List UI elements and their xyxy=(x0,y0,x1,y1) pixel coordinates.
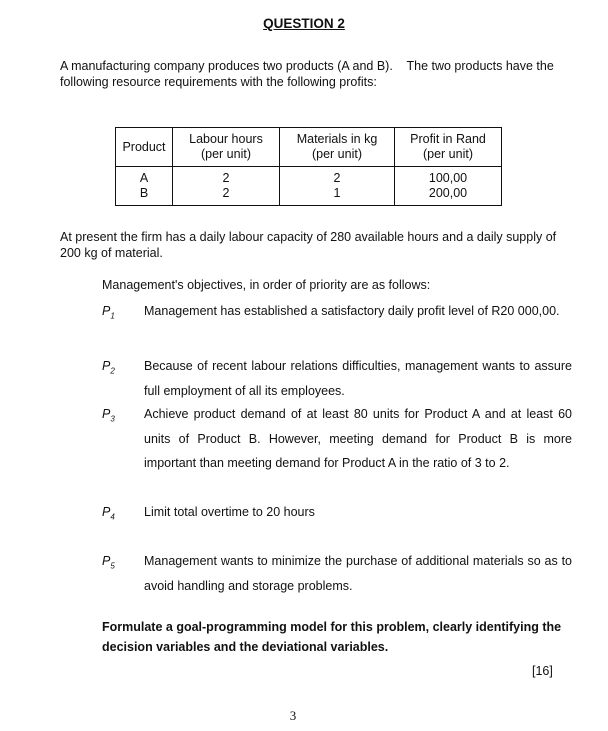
header-materials: Materials in kg (per unit) xyxy=(280,128,395,167)
labour-cell: 2 2 xyxy=(173,167,280,206)
table-header-row xyxy=(116,128,502,167)
marks-label: [16] xyxy=(532,664,553,678)
table-row xyxy=(116,167,502,206)
objective-label: $P_4$ xyxy=(102,505,115,522)
objective-text: Management wants to minimize the purchase of additional materials so as to avoid handling and storage problems. xyxy=(144,554,572,593)
objectives-intro: Management's objectives, in order of priority are as follows: xyxy=(102,278,431,292)
objective-label: $P_5$ xyxy=(102,554,115,571)
intro-paragraph: A manufacturing company produces two products (A and B). The two products have the following resource requirements with the following profits: xyxy=(60,59,558,89)
header-profit: Profit in Rand (per unit) xyxy=(395,128,502,167)
page-number: 3 xyxy=(289,708,297,723)
product-cell: A B xyxy=(116,167,173,206)
header-labour: Labour hours (per unit) xyxy=(173,128,280,167)
objective-text: Because of recent labour relations difficulties, management wants to assure full employment of all its employees. xyxy=(144,359,572,398)
objective-label: $P_2$ xyxy=(102,359,115,376)
objective-text: Management has established a satisfactory daily profit level of R20 000,00. xyxy=(144,304,560,318)
question-title: QUESTION 2 xyxy=(263,16,345,31)
capacity-paragraph: At present the firm has a daily labour capacity of 280 available hours and a daily supply of 200 kg of material. xyxy=(60,230,557,260)
objective-text: Limit total overtime to 20 hours xyxy=(144,505,315,519)
profit-cell: 100,00 200,00 xyxy=(395,167,502,206)
objective-label: $P_3$ xyxy=(102,407,115,424)
materials-cell: 2 1 xyxy=(280,167,395,206)
objective-text: Achieve product demand of at least 80 units for Product A and at least 60 units of Product B. However, meeting demand for Product B is more important than meeting demand for Product A in the ratio of 3 to 2. xyxy=(144,407,572,470)
header-product: Product xyxy=(116,128,173,167)
resource-table xyxy=(115,127,502,206)
instruction-text: Formulate a goal-programming model for this problem, clearly identifying the decision variables and the deviational variables. xyxy=(102,620,562,654)
objective-label: $P_1$ xyxy=(102,304,115,321)
